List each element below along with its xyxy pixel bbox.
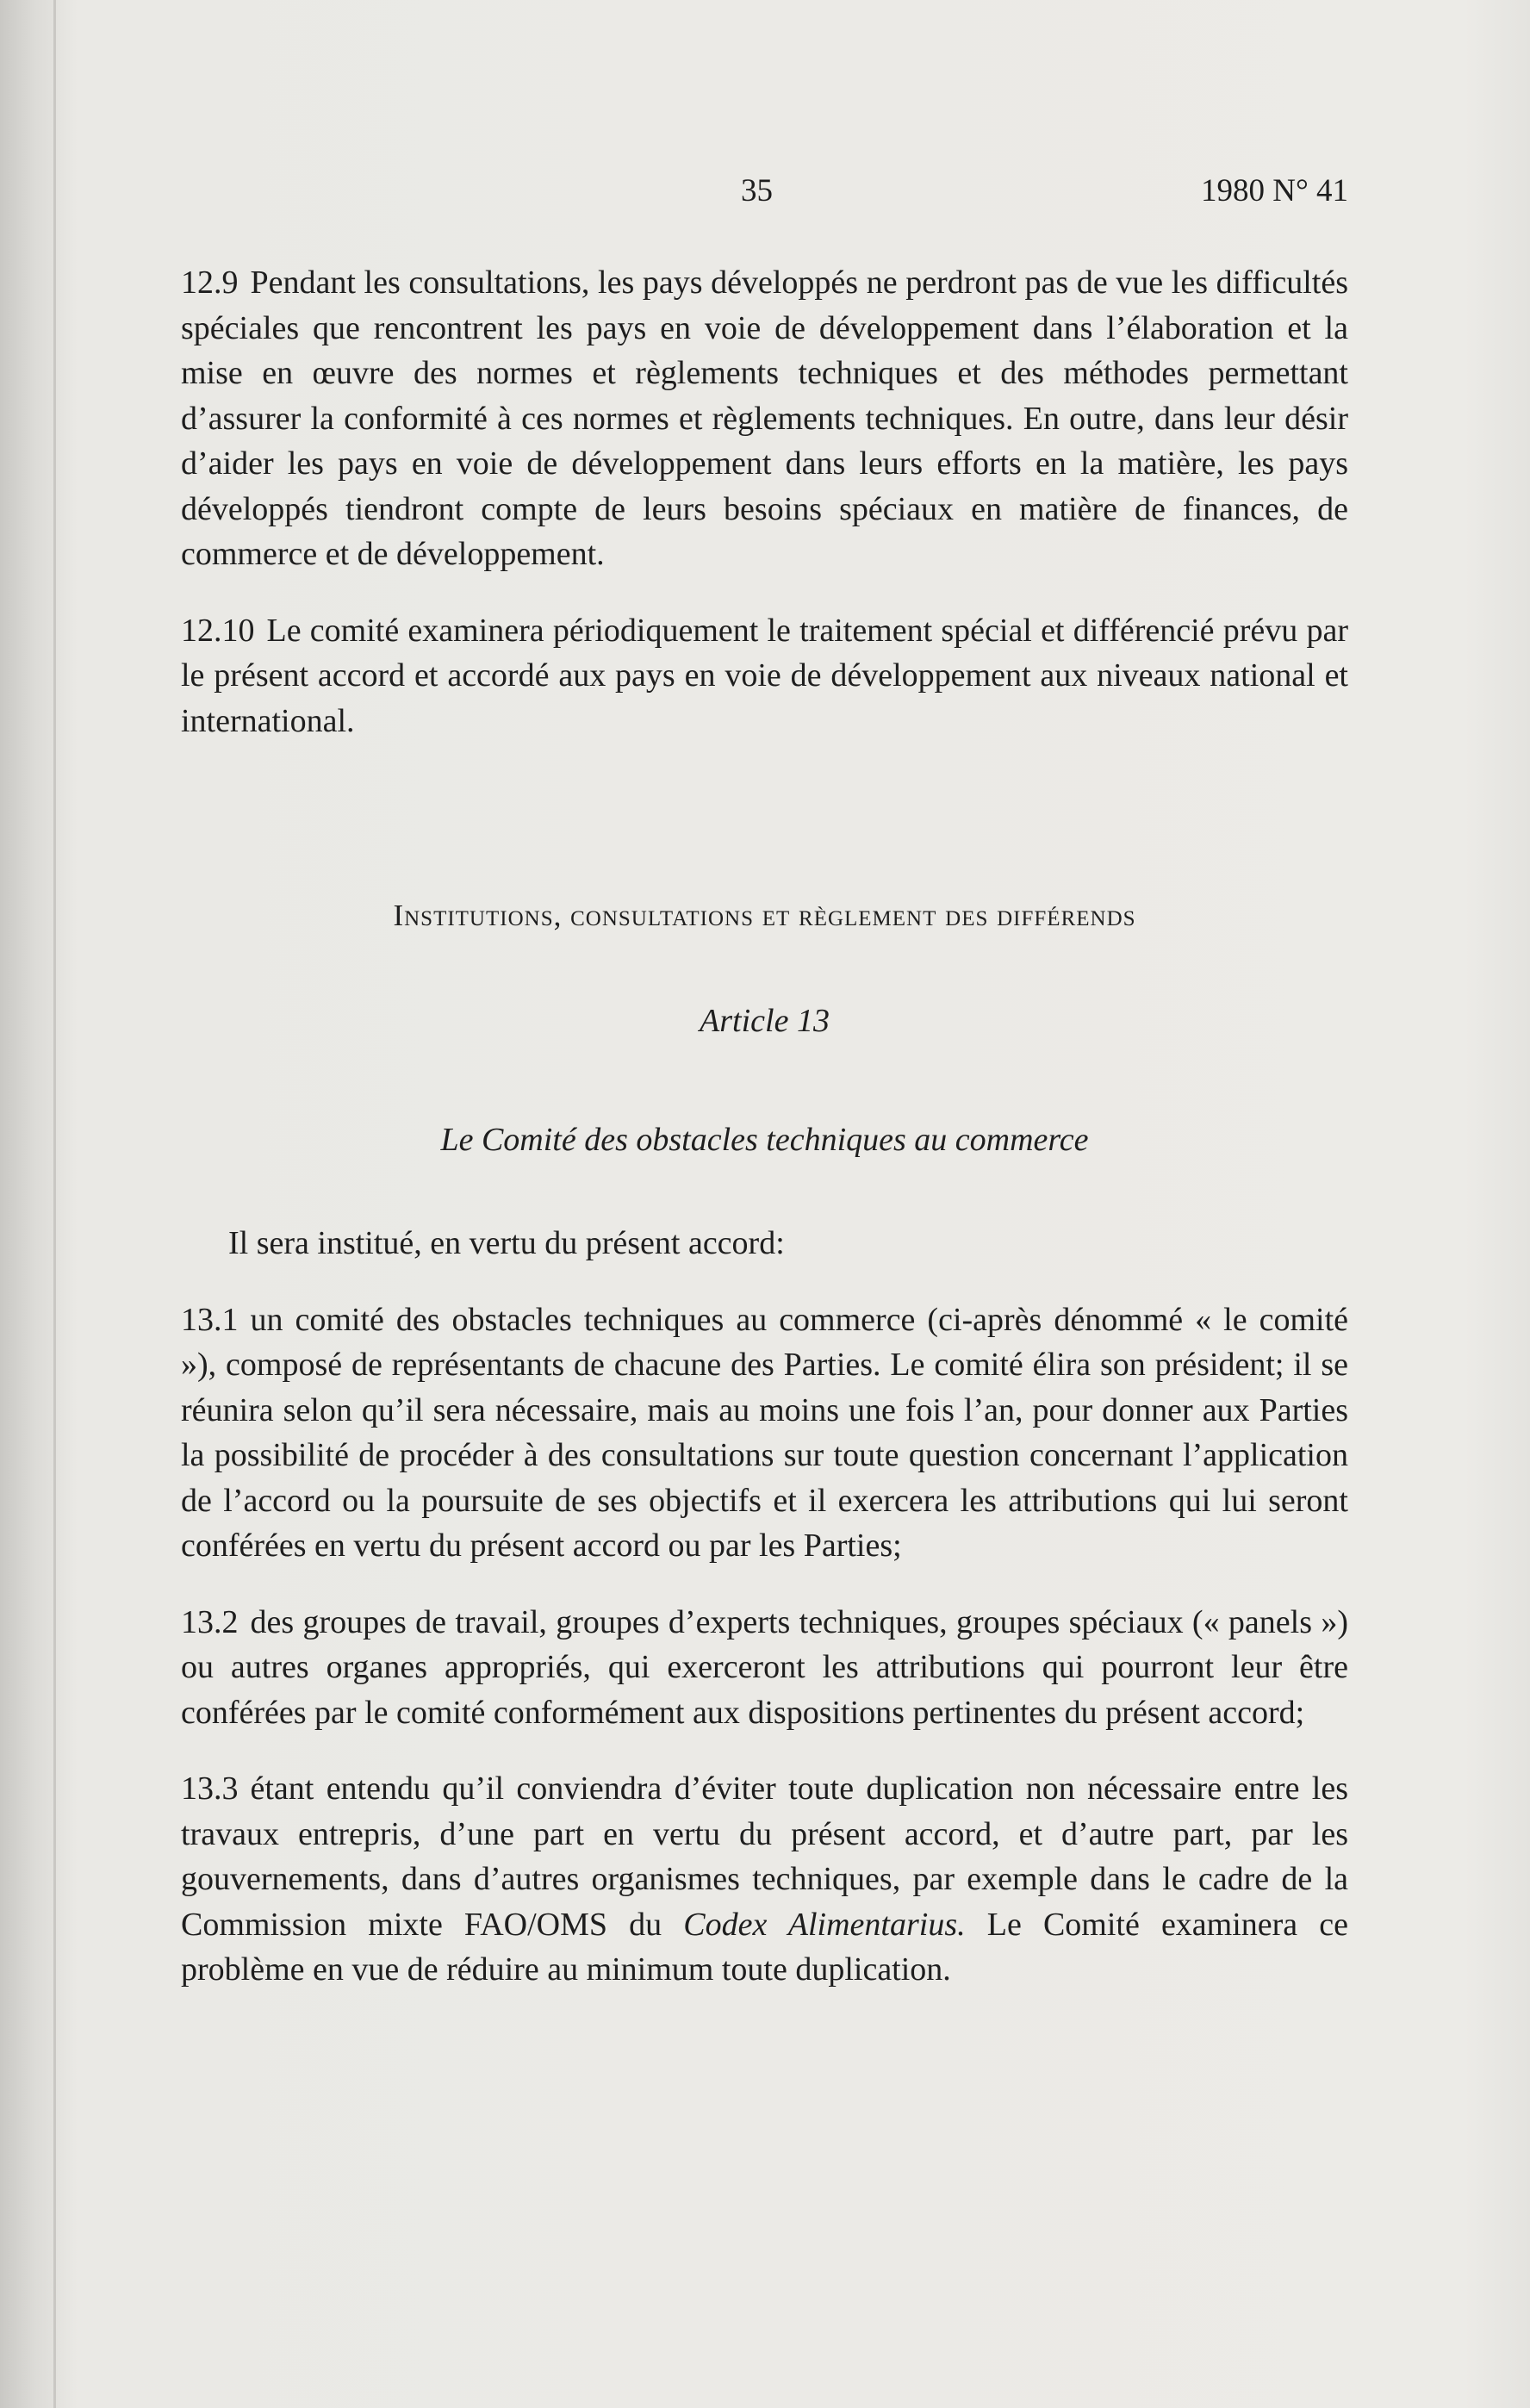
item-text-italic: Codex Alimentarius.: [683, 1906, 966, 1943]
intro-text: Il sera institué, en vertu du présent accord:: [228, 1225, 785, 1261]
article-subtitle: Le Comité des obstacles techniques au commerce: [440, 1122, 1089, 1158]
paragraph-text: Pendant les consultations, les pays développés ne perdront pas de vue les difficultés spéciales que rencontrent les pays en voie de développement dans l’élaboration et la mise en œuvre des normes et règlements techniques et des méthodes permettant d’assurer la conformité à ces normes et règlements techniques. En outre, dans leur désir d’aider les pays en voie de développement dans leurs efforts en la matière, les pays développés tiendront compte de leurs besoins spéciaux en matière de finances, de commerce et de développement.: [181, 264, 1348, 572]
running-head: 1980 N° 41: [1200, 173, 1348, 208]
paragraph-number: 12.10: [181, 612, 255, 649]
item-13-3: [181, 1766, 1348, 1993]
page-header: [181, 172, 1348, 215]
item-number: 13.2: [181, 1603, 239, 1640]
paragraph-12-10: [181, 608, 1348, 744]
item-13-1: [181, 1297, 1348, 1569]
paragraph-12-9: [181, 260, 1348, 577]
item-text: des groupes de travail, groupes d’experts techniques, groupes spéciaux (« panels ») ou autres organes appropriés, qui exerceront les attributions qui pourront leur être conférées par le comité conformément aux dispositions pertinentes du présent accord;: [181, 1603, 1348, 1731]
item-text: un comité des obstacles techniques au commerce (ci-après dénommé « le comité »), composé de représentants de chacune des Parties. Le comité élira son président; il se réunira selon qu’il sera nécessaire, mais au moins une fois l’an, pour donner aux Parties la possibilité de procéder à des consultations sur toute question concernant l’application de l’accord ou la poursuite de ses objectifs et il exercera les attributions qui lui seront conférées en vertu du présent accord ou par les Parties;: [181, 1301, 1348, 1564]
item-number: 13.3: [181, 1770, 239, 1807]
item-number: 13.1: [181, 1301, 239, 1338]
item-13-2: [181, 1600, 1348, 1736]
page-content: [181, 172, 1348, 1993]
article-heading: Article 13: [700, 1003, 830, 1039]
item-text: étant entendu qu’il conviendra d’éviter toute duplication non nécessaire entre les travaux entrepris, d’une part en vertu du présent accord, et d’autre part, par les gouvernements, dans d’autres organismes techniques, par exemple dans le cadre de la Commission mixte FAO/OMS du: [181, 1770, 1348, 1943]
section-title: Institutions, consultations et règlement des différends: [393, 899, 1136, 932]
page-binding-shadow: [53, 0, 56, 2408]
item-text-end: Le Comité examinera ce problème en vue de réduire au minimum toute duplication.: [181, 1906, 1349, 1988]
paragraph-number: 12.9: [181, 264, 239, 301]
page-number: 35: [741, 173, 773, 208]
paragraph-text: Le comité examinera périodiquement le traitement spécial et différencié prévu par le présent accord et accordé aux pays en voie de développement aux niveaux national et international.: [181, 612, 1348, 739]
